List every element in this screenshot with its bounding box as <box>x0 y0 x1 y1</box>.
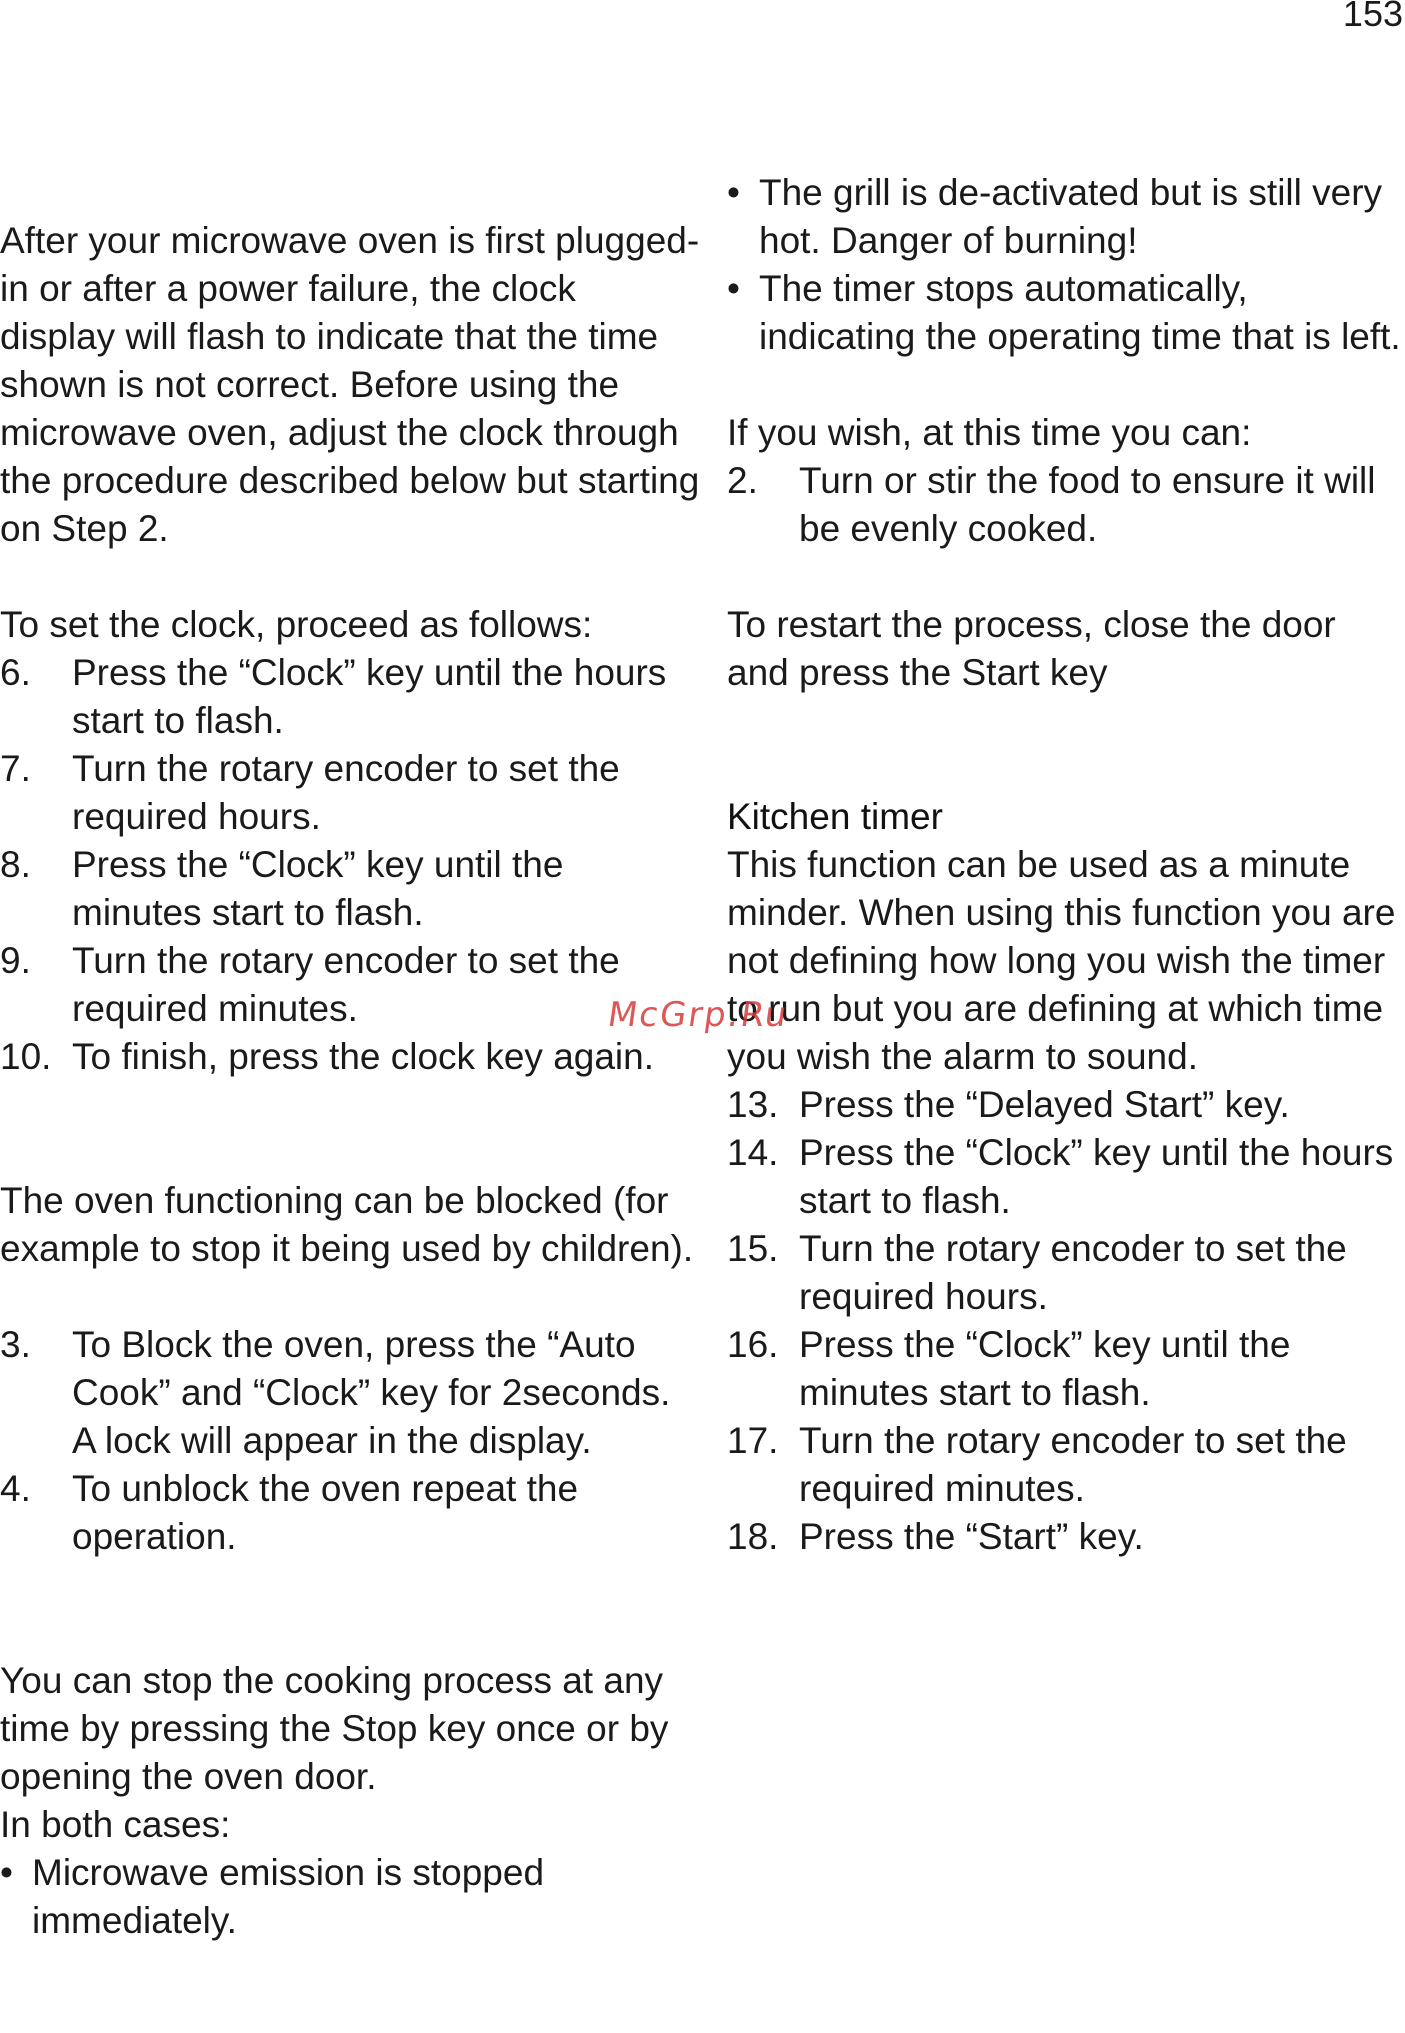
step-number: 4. <box>0 1468 31 1509</box>
step-number: 7. <box>0 748 31 789</box>
bullet-text: The timer stops automatically, indicating the operating time that is left. <box>759 268 1401 357</box>
step-text: Press the “Delayed Start” key. <box>799 1084 1290 1125</box>
block-intro-paragraph: The oven functioning can be blocked (for example to stop it being used by children). <box>0 1180 694 1269</box>
list-item <box>0 841 700 937</box>
list-item <box>727 265 1405 361</box>
bullet-icon: • <box>727 172 740 213</box>
list-item <box>0 1321 700 1465</box>
list-item <box>0 1033 700 1081</box>
step-number: 14. <box>727 1132 779 1173</box>
clock-steps-list <box>0 649 700 1081</box>
timer-steps-list <box>727 1081 1405 1561</box>
list-item <box>727 1081 1405 1129</box>
restart-paragraph: To restart the process, close the door and press the Start key <box>727 604 1336 693</box>
stop-intro-paragraph: You can stop the cooking process at any time by pressing the Stop key once or by opening the oven door. <box>0 1660 669 1797</box>
step-number: 6. <box>0 652 31 693</box>
step-number: 10. <box>0 1036 52 1077</box>
step-text: To unblock the oven repeat the operation. <box>72 1468 579 1557</box>
step-text: Press the “Clock” key until the hours start to flash. <box>799 1132 1394 1221</box>
stop-bullets-list <box>0 1849 700 1945</box>
step-text: To finish, press the clock key again. <box>72 1036 655 1077</box>
step-number: 13. <box>727 1084 779 1125</box>
step-text: Press the “Clock” key until the hours start to flash. <box>72 652 667 741</box>
timer-intro-paragraph: This function can be used as a minute minder. When using this function you are not defining how long you wish the timer to run but you are defining at which time you wish the alarm to sound. <box>727 844 1396 1077</box>
list-item <box>0 1465 700 1561</box>
block-steps-list <box>0 1321 700 1561</box>
list-item <box>0 1849 700 1945</box>
bullet-icon: • <box>0 1852 13 1893</box>
step-text: To Block the oven, press the “Auto Cook” and “Clock” key for 2seconds. A lock will appear in the display. <box>72 1324 671 1461</box>
right-column <box>727 169 1405 1561</box>
list-item <box>727 457 1405 553</box>
step-number: 17. <box>727 1420 779 1461</box>
step-text: Turn the rotary encoder to set the required minutes. <box>799 1420 1347 1509</box>
step-number: 8. <box>0 844 31 885</box>
step-number: 9. <box>0 940 31 981</box>
list-item <box>0 649 700 745</box>
left-column <box>0 217 700 1945</box>
step-text: Press the “Clock” key until the minutes start to flash. <box>799 1324 1291 1413</box>
watermark-logo: McGrp.Ru <box>605 995 792 1035</box>
list-item <box>727 1513 1405 1561</box>
bullet-icon: • <box>727 268 740 309</box>
page-number: 153 <box>1342 0 1403 34</box>
step-number: 15. <box>727 1228 779 1269</box>
step-text: Turn or stir the food to ensure it will be evenly cooked. <box>799 460 1376 549</box>
list-item <box>0 937 700 1033</box>
clock-lead-text: To set the clock, proceed as follows: <box>0 604 593 645</box>
list-item <box>0 745 700 841</box>
step-number: 18. <box>727 1516 779 1557</box>
step-text: Turn the rotary encoder to set the required hours. <box>72 748 620 837</box>
bullet-text: Microwave emission is stopped immediately. <box>32 1852 545 1941</box>
kitchen-timer-heading: Kitchen timer <box>727 796 943 837</box>
wish-lead-text: If you wish, at this time you can: <box>727 412 1252 453</box>
list-item <box>727 169 1405 265</box>
stop-effects-list <box>727 169 1405 361</box>
step-number: 2. <box>727 460 758 501</box>
list-item <box>727 1225 1405 1321</box>
step-number: 16. <box>727 1324 779 1365</box>
list-item <box>727 1321 1405 1417</box>
step-text: Turn the rotary encoder to set the required minutes. <box>72 940 620 1029</box>
list-item <box>727 1417 1405 1513</box>
clock-intro-paragraph: After your microwave oven is first plugged-in or after a power failure, the clock display will flash to indicate that the time shown is not correct. Before using the microwave oven, adjust the clock through the procedure described below but starting on Step 2. <box>0 220 700 549</box>
bullet-text: The grill is de-activated but is still very hot. Danger of burning! <box>759 172 1383 261</box>
step-text: Press the “Clock” key until the minutes start to flash. <box>72 844 564 933</box>
list-item <box>727 1129 1405 1225</box>
wish-steps-list <box>727 457 1405 553</box>
step-number: 3. <box>0 1324 31 1365</box>
step-text: Turn the rotary encoder to set the required hours. <box>799 1228 1347 1317</box>
step-text: Press the “Start” key. <box>799 1516 1144 1557</box>
both-cases-text: In both cases: <box>0 1804 231 1845</box>
